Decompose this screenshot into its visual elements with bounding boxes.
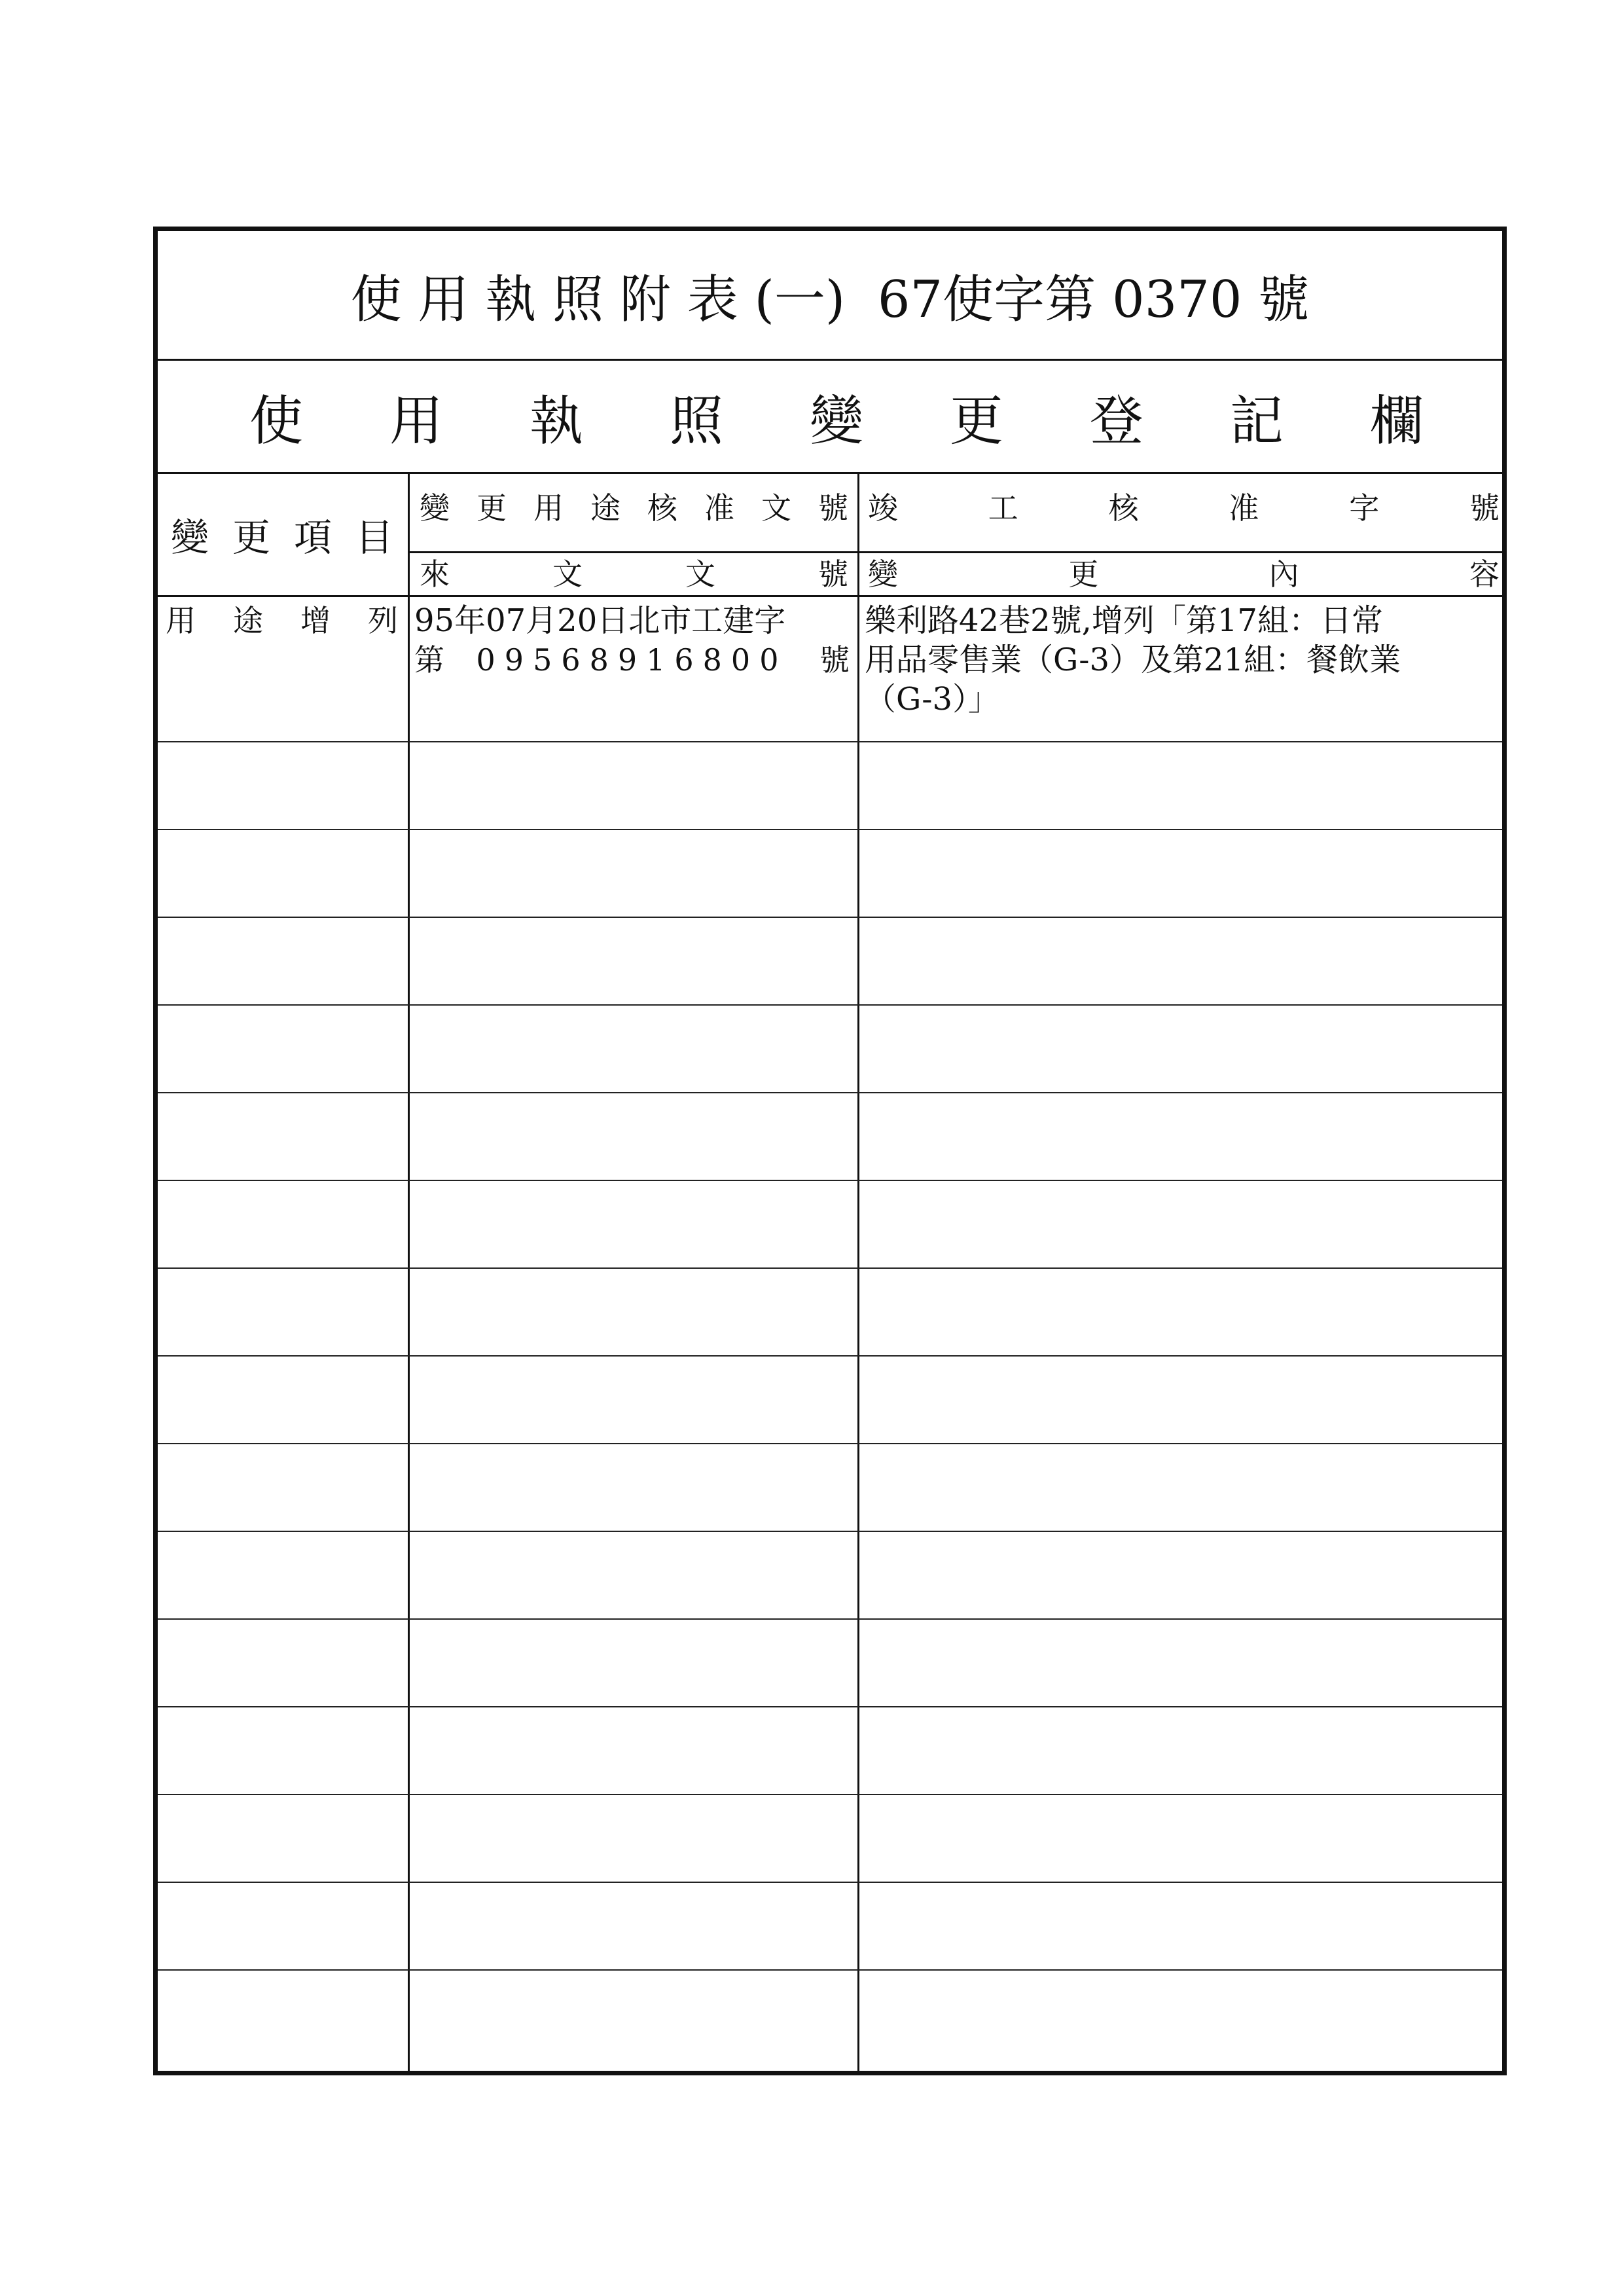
row-divider: [158, 1267, 1502, 1269]
column-divider: [857, 474, 859, 2071]
row-change-item: 用 途 增 列: [166, 603, 398, 638]
subtitle-char: 照: [669, 390, 723, 452]
form-title: 使 用 執 照 附 表 (一) 67使字第 0370 號: [158, 231, 1502, 361]
license-appendix-form: [153, 227, 1507, 2075]
row-divider: [158, 1004, 1502, 1006]
column-divider: [408, 474, 410, 2071]
subtitle-char: 記: [1229, 390, 1284, 452]
row-divider: [158, 1882, 1502, 1883]
subtitle-char: 用: [389, 390, 443, 452]
row-divider: [158, 829, 1502, 830]
header-incoming-doc: 來 文 文 號: [420, 556, 848, 592]
row-doc-line2: 第 09568916800 號: [414, 642, 850, 678]
header-change-content: 變 更 內 容: [868, 556, 1500, 592]
row-divider: [158, 1180, 1502, 1181]
subtitle-char: 執: [529, 390, 583, 452]
header-change-item: 變 更 項 目: [171, 515, 393, 560]
header-approval-doc: 變 更 用 途 核 准 文 號: [420, 490, 848, 526]
subtitle-char: 變: [809, 390, 863, 452]
row-divider: [158, 917, 1502, 918]
row-divider: [158, 1706, 1502, 1707]
row-divider: [158, 1794, 1502, 1795]
row-divider: [158, 1969, 1502, 1971]
subtitle-char: 欄: [1369, 390, 1424, 452]
subtitle-char: 更: [949, 390, 1003, 452]
row-divider: [158, 741, 1502, 742]
row-content-line: （G-3）」: [865, 681, 999, 718]
row-content-line: 用品零售業（G-3）及第21組：餐飲業: [865, 642, 1401, 678]
subtitle-char: 登: [1089, 390, 1143, 452]
subtitle-char: 使: [249, 390, 304, 452]
header-completion-number: 竣 工 核 准 字 號: [868, 490, 1500, 526]
change-log-table: [158, 474, 1502, 2071]
row-divider: [158, 1092, 1502, 1093]
row-divider: [158, 1443, 1502, 1444]
row-content-line: 樂利路42巷2號,增列「第17組：日常: [865, 602, 1383, 639]
header-bottom-line: [158, 595, 1502, 597]
row-divider: [158, 1355, 1502, 1357]
row-divider: [158, 1531, 1502, 1532]
form-subtitle: [158, 361, 1502, 474]
row-divider: [158, 1618, 1502, 1620]
row-doc-line1: 95年07月20日北市工建字: [414, 602, 786, 639]
header-divider: [408, 551, 1502, 553]
